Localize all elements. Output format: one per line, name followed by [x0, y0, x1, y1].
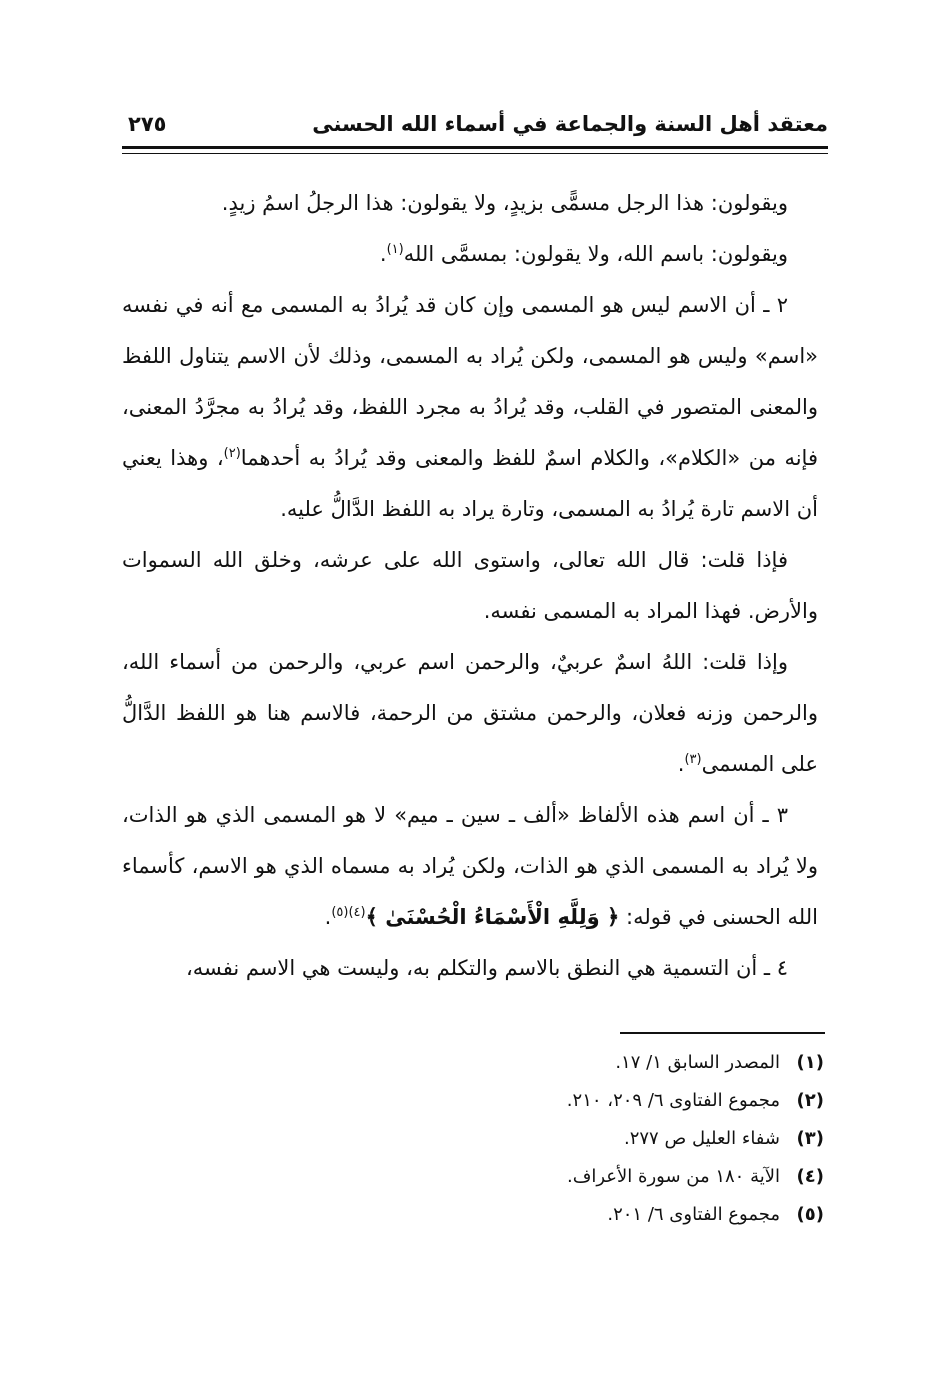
main-text [122, 178, 818, 994]
paragraph: فإذا قلت: قال الله تعالى، واستوى الله على عرشه، وخلق الله السموات والأرض. فهذا المراد به المسمى نفسه. [122, 548, 818, 623]
footnote [200, 1082, 824, 1120]
footnote-text: المصدر السابق ١/ ١٧. [615, 1052, 780, 1073]
footnote-text: مجموع الفتاوى ٦/ ٢٠١. [607, 1204, 780, 1225]
footnote [200, 1044, 824, 1082]
paragraph: ويقولون: هذا الرجل مسمًّى بزيدٍ، ولا يقولون: هذا الرجلُ اسمُ زيدٍ. [221, 191, 788, 215]
paragraph: ٣ ـ أن اسم هذه الألفاظ «ألف ـ سين ـ ميم» لا هو المسمى الذي هو الذات، ولا يُراد به المسمى الذي هو الذات، ولكن يُراد به مسماه الذي هو الاسم، كأسماء الله الحسنى في قوله: ﴿ وَلِلَّهِ الْأَسْمَاءُ الْحُسْنَىٰ ﴾$^{(٤)(٥)}$. [122, 803, 818, 929]
paragraph: ويقولون: باسم الله، ولا يقولون: بمسمَّى الله$^{(١)}$. [379, 242, 788, 266]
paragraph: وإذا قلت: اللهُ اسمٌ عربيٌ، والرحمن اسم عربي، والرحمن من أسماء الله، والرحمن وزنه فعلان، والرحمن مشتق من الرحمة، فالاسم هنا هو اللفظ الدَّالُّ على المسمى$^{(٣)}$. [122, 650, 818, 776]
footnote-text: الآية ١٨٠ من سورة الأعراف. [566, 1166, 780, 1187]
footnote-ref[interactable]: (٣) [684, 752, 702, 767]
footnote-number: (٣) [796, 1128, 824, 1149]
paragraph: ٤ ـ أن التسمية هي النطق بالاسم والتكلم به، وليست هي الاسم نفسه، [185, 956, 788, 980]
page-number: ٢٧٥ [128, 112, 167, 136]
footnote-ref[interactable]: (٢) [223, 446, 241, 461]
header-rule-thick [122, 146, 828, 149]
footnote [200, 1196, 824, 1234]
footnotes [200, 1044, 824, 1234]
footnote [200, 1158, 824, 1196]
footnote-text: شفاء العليل ص ٢٧٧. [623, 1128, 780, 1149]
footnote-ref[interactable]: (٤)(٥) [331, 905, 366, 920]
footnote-number: (٤) [796, 1166, 824, 1187]
footnote-number: (٢) [796, 1090, 824, 1111]
footnote-separator [620, 1032, 825, 1034]
running-title: معتقد أهل السنة والجماعة في أسماء الله الحسنى [312, 112, 828, 136]
footnote-text: مجموع الفتاوى ٦/ ٢٠٩، ٢١٠. [566, 1090, 780, 1111]
quran-verse: ﴿ وَلِلَّهِ الْأَسْمَاءُ الْحُسْنَىٰ ﴾ [365, 905, 620, 929]
header-rule-thin [122, 153, 828, 154]
footnote-ref[interactable]: (١) [386, 242, 404, 257]
footnote [200, 1120, 824, 1158]
paragraph: ٢ ـ أن الاسم ليس هو المسمى وإن كان قد يُرادُ به المسمى مع أنه في نفسه «اسم» وليس هو المسمى، ولكن يُراد به المسمى، وذلك لأن الاسم يتناول اللفظ والمعنى المتصور في القلب، وقد يُرادُ به مجرد اللفظ، وقد يُرادُ به مجرَّدُ المعنى، فإنه من «الكلام»، والكلام اسمٌ للفظ والمعنى وقد يُرادُ به أحدهما$^{(٢)}$، وهذا يعني أن الاسم تارة يُرادُ به المسمى، وتارة يراد به اللفظ الدَّالُّ عليه. [122, 293, 818, 521]
footnote-number: (٥) [796, 1204, 824, 1225]
footnote-number: (١) [796, 1052, 824, 1073]
